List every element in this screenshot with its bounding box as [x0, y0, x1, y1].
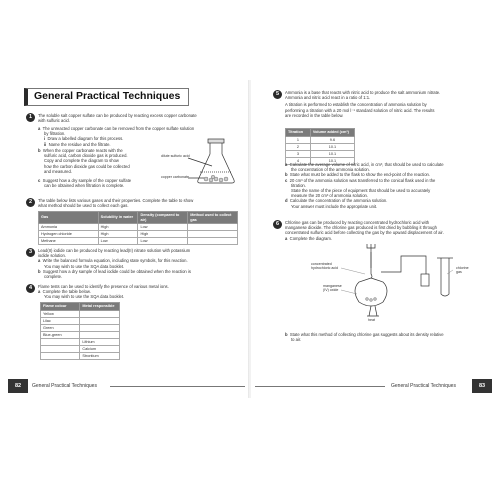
- q5-intro-line-2: Ammonia and nitric acid react in a ratio of 1:1.: [285, 95, 371, 101]
- right-page: [251, 80, 492, 398]
- q3b-line-2: complete.: [44, 274, 63, 280]
- section-title-box: [24, 88, 189, 106]
- table-row: [39, 238, 238, 245]
- book-spread: [8, 80, 492, 398]
- q5-para-line-2: performing a titration with a 20 mol l⁻¹ standard solution of nitric acid. The results: [285, 107, 435, 113]
- cell: [80, 331, 120, 338]
- table-row: [39, 231, 238, 238]
- header-metal: Metal responsible: [80, 303, 120, 311]
- table-row: [41, 317, 120, 324]
- table-row: [41, 345, 120, 352]
- cell: [41, 352, 80, 359]
- header-titration: Titration: [286, 129, 311, 137]
- titration-table: [285, 128, 355, 165]
- footer-title: General Practical Techniques: [391, 383, 456, 389]
- cell: Calcium: [80, 345, 120, 352]
- q1b-line-3: Copy and complete the diagram to show: [44, 158, 119, 164]
- q6-intro-line-3: concentrated sulfuric acid before collecting the gas by the upward displacement of air.: [285, 230, 444, 236]
- q1-intro-line-2: with sulfuric acid.: [38, 118, 70, 124]
- cell: Low: [138, 224, 188, 231]
- cell: 4: [286, 157, 311, 164]
- header-flame-colour: Flame colour: [41, 303, 80, 311]
- q6-intro-line-2: manganese dioxide. The chlorine gas produced is first dried by bubbling it through: [285, 225, 437, 231]
- header-method: Method used to collect gas: [188, 212, 238, 224]
- answer-cell: [188, 224, 238, 231]
- table-row: [41, 352, 120, 359]
- cell: Blue-green: [41, 331, 80, 338]
- right-footer: [251, 379, 492, 393]
- label-dilute-sulfuric-acid: dilute sulfuric acid: [161, 154, 190, 158]
- cell: 10.1: [310, 150, 354, 157]
- question-3: Lead(II) iodide can be produced by reacting lead(II) nitrate solution with potassium iodide solution. a Write the balanced formula equation, including state symbols, for this reaction. You may wish to use the SQA data booklet. b Suggest how a dry sample of lead iodide could be obtained when the reaction is complete.: [38, 248, 243, 279]
- cell: 10.1: [310, 157, 354, 164]
- question-4-number: 4: [26, 284, 35, 293]
- question-1b: b When the copper carbonate reacts with the sulfuric acid, carbon dioxide gas is produced. Copy and complete the diagram to show how the carbon dioxide gas could be collected and measured.: [38, 148, 158, 174]
- label-manganese-oxide: [323, 284, 342, 292]
- q3a-note: You may wish to use the SQA data booklet.: [44, 263, 125, 269]
- q3-intro-line-1: Lead(II) iodide can be produced by reacting lead(II) nitrate solution with potassium: [38, 248, 191, 253]
- q6-intro-line-1: Chlorine gas can be produced by reacting concentrated hydrochloric acid with: [285, 220, 430, 225]
- cell: 2: [286, 143, 311, 150]
- cell: [80, 317, 120, 324]
- question-5-parts: a Calculate the average volume of nitric acid, in cm³, that should be used to calculate the concentration of the ammonia solution. b State what must be added to the flask to show the end-point of the reaction. c 20 cm³ of the ammonia solution was transferred to the conical flask used in the titration. State the name of the piece of equipment that should be used to accurately measure the 20 cm³ of ammonia solution. d Calculate the concentration of the ammonia solution. Your answer must include the appropriate unit.: [285, 162, 485, 209]
- table-row: [39, 224, 238, 231]
- flame-table-header: [41, 303, 120, 311]
- question-1a: a The unreacted copper carbonate can be removed from the copper sulfate solution by filtration. i Draw a labelled diagram for this process. ii Name the residue and the filtrate.: [38, 126, 238, 147]
- q4-intro: Flame tests can be used to identify the presence of various metal ions.: [38, 284, 169, 289]
- q5c-line-2: titration.: [291, 182, 306, 188]
- cell: Lithium: [80, 338, 120, 345]
- question-1c: c Suggest how a dry sample of the copper sulfate can be obtained when filtration is complete.: [38, 178, 158, 188]
- cell: High: [98, 224, 138, 231]
- left-page: [8, 80, 249, 398]
- cell: 3: [286, 150, 311, 157]
- question-5-number: 5: [273, 90, 282, 99]
- cell: High: [138, 231, 188, 238]
- q5-para-line-3: are recorded in the table below.: [285, 112, 344, 118]
- q5c-note-line-1: State the name of the piece of equipment that should be used to accurately: [291, 188, 431, 194]
- cell: Yellow: [41, 310, 80, 317]
- q6a-text: Complete the diagram.: [289, 235, 333, 241]
- page-number: 82: [8, 379, 28, 393]
- cell: [41, 338, 80, 345]
- q6b-line-2: to air.: [291, 337, 302, 343]
- header-volume: Volume added (cm³): [310, 129, 354, 137]
- cell: Lilac: [41, 317, 80, 324]
- table-row: [41, 324, 120, 331]
- page-number: 83: [472, 379, 492, 393]
- cell: Low: [98, 238, 138, 245]
- cell: 10.1: [310, 143, 354, 150]
- answer-cell: [188, 231, 238, 238]
- cell: [80, 310, 120, 317]
- question-1-number: 1: [26, 113, 35, 122]
- q5-intro-line-1: Ammonia is a base that reacts with nitric acid to produce the salt ammonium nitrate.: [285, 90, 441, 95]
- question-5-intro: [285, 90, 485, 118]
- q5a-line-2: the concentration of the ammonia solution.: [291, 167, 370, 173]
- question-6b: b State what this method of collecting chlorine gas suggests about its density relative to air.: [285, 332, 485, 342]
- q1b-line-1: When the copper carbonate reacts with the: [42, 148, 123, 153]
- label-hcl-line-2: hydrochloric acid: [311, 266, 338, 271]
- q5b-text: State what must be added to the flask to show the end-point of the reaction.: [289, 172, 431, 178]
- q5c-line-1: 20 cm³ of the ammonia solution was transferred to the conical flask used in the: [289, 177, 436, 183]
- q1a-part-ii: Name the residue and the filtrate.: [48, 141, 111, 147]
- q1b-line-5: and measured.: [44, 168, 72, 174]
- label-concentrated-hcl: [311, 262, 338, 270]
- cell: [41, 345, 80, 352]
- q4a-text: Complete the table below.: [42, 289, 91, 295]
- header-gas: Gas: [39, 212, 99, 224]
- cell: Strontium: [80, 352, 120, 359]
- label-chlorine-gas: [456, 266, 469, 274]
- table-row: [41, 331, 120, 338]
- q6b-line-1: State what this method of collecting chlorine gas suggests about its density relative: [289, 332, 444, 337]
- label-heat: heat: [368, 318, 375, 322]
- q1b-line-4: how the carbon dioxide gas could be collected: [44, 163, 130, 169]
- question-6-number: 6: [273, 220, 282, 229]
- gases-table-header: [39, 212, 238, 224]
- q1a-line-1: The unreacted copper carbonate can be removed from the copper sulfate solution: [42, 126, 195, 131]
- gases-table: [38, 211, 238, 245]
- header-solubility: Solubility in water: [98, 212, 138, 224]
- cell: Methane: [39, 238, 99, 245]
- header-density: Density (compared to air): [138, 212, 188, 224]
- footer-rule: [110, 386, 245, 387]
- footer-title: General Practical Techniques: [32, 383, 97, 389]
- label-chlorine-line-1: chlorine: [456, 266, 469, 270]
- cell: 1: [286, 136, 311, 143]
- q1c-line-1: Suggest how a dry sample of the copper sulfate: [42, 178, 132, 183]
- cell: 9.6: [310, 136, 354, 143]
- titration-table-header: [286, 129, 355, 137]
- q3a-text: Write the balanced formula equation, including state symbols, for this reaction.: [42, 258, 188, 264]
- q1-intro-line-1: The soluble salt copper sulfate can be produced by reacting excess copper carbonate: [38, 113, 197, 118]
- question-2-number: 2: [26, 198, 35, 207]
- q5c-note-line-2: measure the 20 cm³ of ammonia solution.: [291, 193, 369, 199]
- q3-intro-line-2: iodide solution.: [38, 253, 66, 259]
- q5-para-line-1: A titration is performed to establish the concentration of ammonia solution by: [285, 102, 427, 108]
- q1a-line-2: by filtration.: [44, 131, 66, 137]
- table-row: [41, 310, 120, 317]
- cell: [80, 324, 120, 331]
- question-1-intro: [38, 113, 238, 123]
- question-2-intro: [38, 198, 243, 208]
- q1a-part-i: Draw a labelled diagram for this process.: [47, 136, 124, 142]
- q5a-line-1: Calculate the average volume of nitric acid, in cm³, that should be used to calculate: [289, 162, 444, 167]
- q5d-text: Calculate the concentration of the ammonia solution.: [289, 198, 388, 204]
- cell: Hydrogen chloride: [39, 231, 99, 238]
- q4a-note: You may wish to use the SQA data booklet.: [44, 294, 125, 300]
- label-mno2-line-2: (IV) oxide: [323, 288, 339, 293]
- table-row: [41, 338, 120, 345]
- q2-intro-line-2: what method should be used to collect each gas.: [38, 203, 129, 209]
- footer-rule: [255, 386, 385, 387]
- q1c-line-2: can be obtained when filtration is complete.: [44, 183, 125, 189]
- cell: Low: [138, 238, 188, 245]
- table-row: [286, 150, 355, 157]
- question-6-intro: Chlorine gas can be produced by reacting concentrated hydrochloric acid with manganese dioxide. The chlorine gas produced is first dried by bubbling it through concentrated sulfuric acid before collecting the gas by the upward displacement of air. a Complete the diagram.: [285, 220, 485, 241]
- question-4: Flame tests can be used to identify the presence of various metal ions. a Complete the table below. You may wish to use the SQA data booklet.: [38, 284, 243, 300]
- q1b-line-2: sulfuric acid, carbon dioxide gas is produced.: [44, 153, 128, 159]
- q2-intro-line-1: The table below lists various gases and their properties. Complete the table to show: [38, 198, 194, 203]
- label-copper-carbonate: copper carbonate: [161, 175, 189, 179]
- label-mno2-line-1: manganese: [323, 284, 342, 288]
- cell: Green: [41, 324, 80, 331]
- label-chlorine-line-2: gas: [456, 270, 462, 275]
- page-title: General Practical Techniques: [34, 90, 181, 102]
- q3b-line-1: Suggest how a dry sample of lead iodide could be obtained when the reaction is: [42, 268, 191, 274]
- label-hcl-line-1: concentrated: [311, 262, 332, 266]
- flame-colour-table: [40, 302, 120, 360]
- table-row: [286, 143, 355, 150]
- table-row: [286, 136, 355, 143]
- left-footer: [8, 379, 249, 393]
- q5d-note: Your answer must include the appropriate unit.: [291, 203, 378, 209]
- cell: High: [98, 231, 138, 238]
- conical-flask-diagram: [158, 136, 243, 192]
- question-3-number: 3: [26, 248, 35, 257]
- answer-cell: [188, 238, 238, 245]
- cell: Ammonia: [39, 224, 99, 231]
